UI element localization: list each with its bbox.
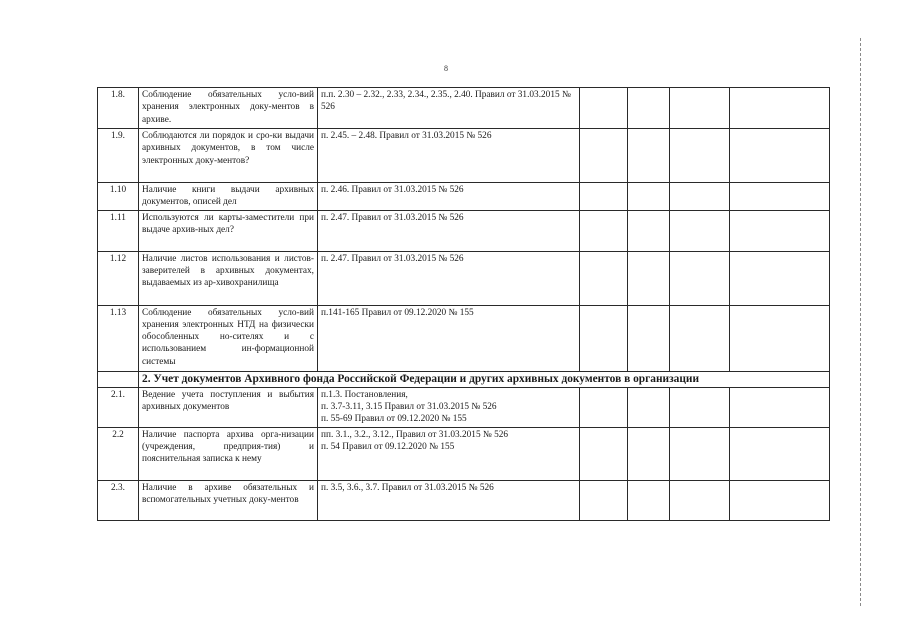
table-row (98, 210, 830, 251)
section-number-cell (98, 371, 139, 387)
answer-cell[interactable] (580, 88, 628, 129)
answer-cell[interactable] (670, 210, 730, 251)
page-number: 8 (444, 64, 448, 73)
answer-cell[interactable] (670, 387, 730, 427)
answer-cell[interactable] (670, 129, 730, 183)
requirement-text: Наличие листов использования и листов-заверителей в архивных документах, выдаваемых из ар-хивохранилища (139, 251, 318, 305)
table-row (98, 183, 830, 211)
item-number: 2.2 (98, 427, 139, 480)
reference-text: п.141-165 Правил от 09.12.2020 № 155 (318, 305, 580, 371)
reference-text: п. 3.5, 3.6., 3.7. Правил от 31.03.2015 № 526 (318, 480, 580, 520)
section-title: 2. Учет документов Архивного фонда Российской Федерации и других архивных документов в организации (139, 371, 830, 387)
requirement-text: Соблюдаются ли порядок и сро-ки выдачи архивных документов, в том числе электронных доку-ментов? (139, 129, 318, 183)
note-cell[interactable] (730, 129, 830, 183)
answer-cell[interactable] (580, 183, 628, 211)
item-number: 2.1. (98, 387, 139, 427)
requirement-text: Ведение учета поступления и выбытия архивных документов (139, 387, 318, 427)
table-row (98, 88, 830, 129)
note-cell[interactable] (730, 183, 830, 211)
reference-text: п.1.3. Постановления, п. 3.7-3.11, 3.15 Правил от 31.03.2015 № 526 п. 55-69 Правил от 09.12.2020 № 155 (318, 387, 580, 427)
answer-cell[interactable] (628, 210, 670, 251)
note-cell[interactable] (730, 480, 830, 520)
reference-text: п. 2.47. Правил от 31.03.2015 № 526 (318, 210, 580, 251)
answer-cell[interactable] (580, 387, 628, 427)
answer-cell[interactable] (670, 251, 730, 305)
note-cell[interactable] (730, 305, 830, 371)
table-row (98, 480, 830, 520)
note-cell[interactable] (730, 210, 830, 251)
requirement-text: Наличие в архиве обязательных и вспомогательных учетных доку-ментов (139, 480, 318, 520)
answer-cell[interactable] (580, 305, 628, 371)
answer-cell[interactable] (628, 427, 670, 480)
answer-cell[interactable] (628, 88, 670, 129)
answer-cell[interactable] (580, 427, 628, 480)
item-number: 1.11 (98, 210, 139, 251)
answer-cell[interactable] (628, 387, 670, 427)
table-row (98, 305, 830, 371)
reference-text: пп. 3.1., 3.2., 3.12., Правил от 31.03.2015 № 526 п. 54 Правил от 09.12.2020 № 155 (318, 427, 580, 480)
requirement-text: Наличие книги выдачи архивных документов, описей дел (139, 183, 318, 211)
answer-cell[interactable] (670, 305, 730, 371)
item-number: 1.8. (98, 88, 139, 129)
note-cell[interactable] (730, 387, 830, 427)
answer-cell[interactable] (628, 183, 670, 211)
item-number: 2.3. (98, 480, 139, 520)
answer-cell[interactable] (580, 210, 628, 251)
requirement-text: Наличие паспорта архива орга-низации (учреждения, предприя-тия) и пояснительная записка к нему (139, 427, 318, 480)
answer-cell[interactable] (628, 480, 670, 520)
answer-cell[interactable] (580, 480, 628, 520)
item-number: 1.12 (98, 251, 139, 305)
answer-cell[interactable] (670, 480, 730, 520)
note-cell[interactable] (730, 88, 830, 129)
answer-cell[interactable] (628, 251, 670, 305)
table-row (98, 427, 830, 480)
answer-cell[interactable] (580, 251, 628, 305)
scan-edge-line (860, 38, 861, 608)
answer-cell[interactable] (670, 88, 730, 129)
requirement-text: Используются ли карты-заместители при выдаче архив-ных дел? (139, 210, 318, 251)
reference-text: п. 2.46. Правил от 31.03.2015 № 526 (318, 183, 580, 211)
item-number: 1.10 (98, 183, 139, 211)
requirement-text: Соблюдение обязательных усло-вий хранения электронных доку-ментов в архиве. (139, 88, 318, 129)
checklist-table (97, 87, 830, 521)
answer-cell[interactable] (580, 129, 628, 183)
table-row (98, 387, 830, 427)
item-number: 1.9. (98, 129, 139, 183)
table-row (98, 251, 830, 305)
answer-cell[interactable] (628, 129, 670, 183)
answer-cell[interactable] (670, 183, 730, 211)
note-cell[interactable] (730, 427, 830, 480)
reference-text: п.п. 2.30 – 2.32., 2.33, 2.34., 2.35., 2.40. Правил от 31.03.2015 № 526 (318, 88, 580, 129)
item-number: 1.13 (98, 305, 139, 371)
requirement-text: Соблюдение обязательных усло-вий хранения электронных НТД на физически обособленных но-сителях и с использованием ин-формационной системы (139, 305, 318, 371)
reference-text: п. 2.45. – 2.48. Правил от 31.03.2015 № 526 (318, 129, 580, 183)
table-row (98, 129, 830, 183)
reference-text: п. 2.47. Правил от 31.03.2015 № 526 (318, 251, 580, 305)
answer-cell[interactable] (628, 305, 670, 371)
answer-cell[interactable] (670, 427, 730, 480)
note-cell[interactable] (730, 251, 830, 305)
section-header-row (98, 371, 830, 387)
